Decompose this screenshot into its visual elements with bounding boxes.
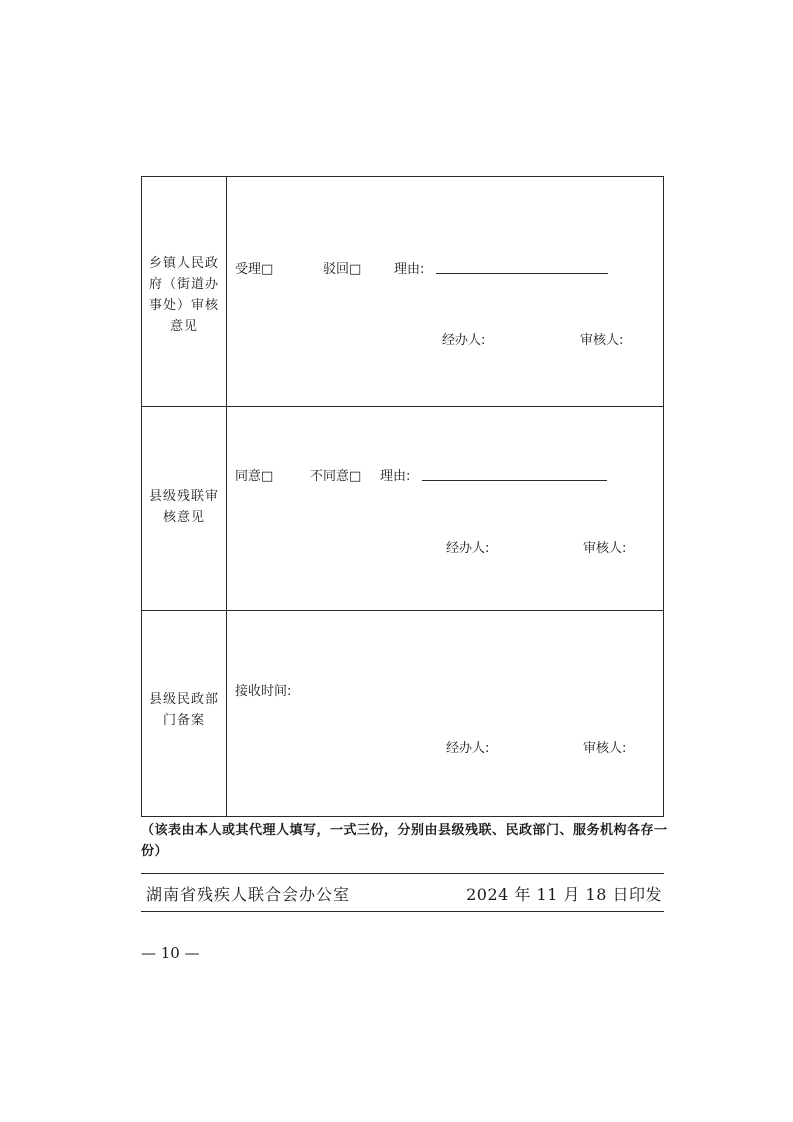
reject-checkbox[interactable]: 驳回□ [323,262,362,277]
handler-label: 经办人: [446,741,490,756]
label-line: 事处）审核 [148,298,219,313]
disagree-checkbox[interactable]: 不同意□ [310,469,362,484]
column-divider [226,177,227,816]
label-line: 县级民政部 [148,692,219,707]
label-line: 乡镇人民政 [148,256,219,271]
reason-label: 理由: [380,469,411,484]
footer-top-rule [141,873,664,874]
review-form-table [141,176,664,817]
issue-date: 2024 年 11 月 18 日印发 [466,885,662,904]
handler-label: 经办人: [446,541,490,556]
row-divider [142,406,663,407]
agree-checkbox[interactable]: 同意□ [235,469,274,484]
county-civil-affairs-filing-label [142,689,226,731]
label-line: 门备案 [162,713,205,728]
reviewer-label: 审核人: [583,541,627,556]
label-line: 意见 [169,319,198,334]
accept-checkbox[interactable]: 受理□ [235,262,274,277]
footer-bottom-rule [141,911,664,912]
township-review-label [142,253,226,337]
label-line: 县级残联审 [148,489,219,504]
issuing-organization: 湖南省残疾人联合会办公室 [146,885,351,904]
page-number: — 10 — [141,944,200,962]
handler-label: 经办人: [442,333,486,348]
county-disabled-federation-review-label [142,486,226,528]
form-note: （该表由本人或其代理人填写，一式三份，分别由县级残联、民政部门、服务机构各存一份） [141,823,668,859]
reason-input-line[interactable] [422,480,607,481]
row-divider [142,610,663,611]
reason-label: 理由: [394,262,425,277]
reviewer-label: 审核人: [580,333,624,348]
label-line: 核意见 [162,510,205,525]
label-line: 府（街道办 [148,277,219,292]
receive-time-label: 接收时间: [235,684,292,699]
reviewer-label: 审核人: [583,741,627,756]
reason-input-line[interactable] [436,273,608,274]
